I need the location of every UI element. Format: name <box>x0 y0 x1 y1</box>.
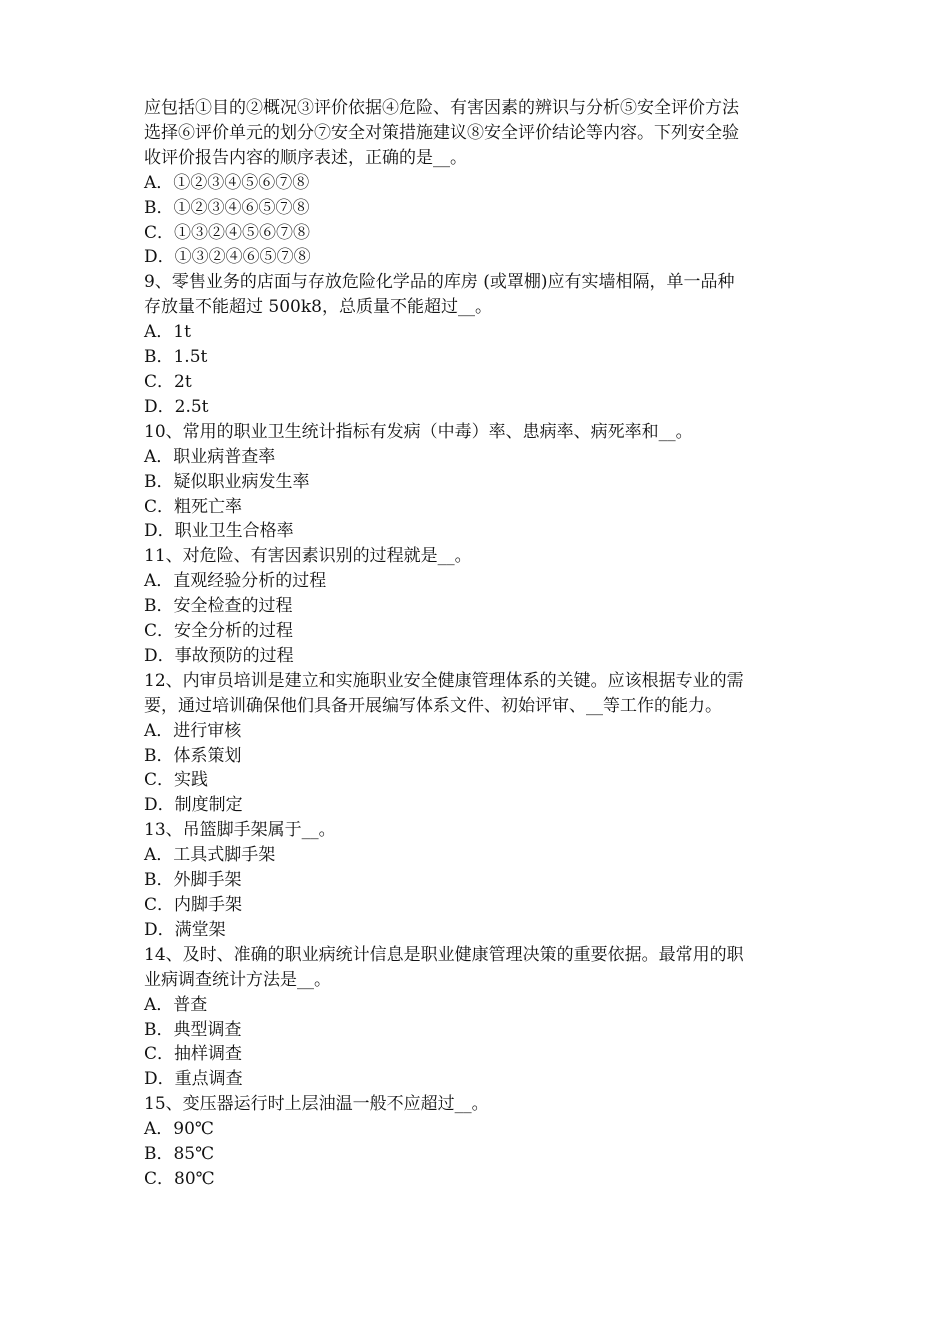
option-b: B．85℃ <box>144 1144 215 1165</box>
option-d: D．重点调查 <box>144 1069 243 1090</box>
question-text <box>144 96 808 171</box>
option-b: B．①②③④⑥⑤⑦⑧ <box>144 197 310 218</box>
option-d: D．事故预防的过程 <box>144 645 294 666</box>
question-text <box>144 1092 808 1117</box>
question-11 <box>144 544 808 669</box>
text-line: 14、及时、准确的职业病统计信息是职业健康管理决策的重要依据。最常用的职 <box>144 944 744 965</box>
document-page <box>144 96 808 1192</box>
question-text <box>144 669 808 719</box>
text-line: 15、变压器运行时上层油温一般不应超过__。 <box>144 1094 489 1115</box>
option-c: C．内脚手架 <box>144 895 243 915</box>
text-line: 选择⑥评价单元的划分⑦安全对策措施建议⑧安全评价结论等内容。下列安全验 <box>144 122 739 143</box>
option-a: A．职业病普查率 <box>144 446 276 467</box>
option-c: C．80℃ <box>144 1168 215 1189</box>
question-text <box>144 943 808 993</box>
option-list <box>144 320 808 420</box>
text-line: 10、常用的职业卫生统计指标有发病（中毒）率、患病率、病死率和__。 <box>144 421 693 442</box>
option-list <box>144 569 808 669</box>
option-list <box>144 719 808 819</box>
question-15 <box>144 1092 808 1192</box>
option-c: C．2t <box>144 371 192 392</box>
option-c: C．抽样调查 <box>144 1044 243 1065</box>
option-list <box>144 993 808 1093</box>
option-b: B．典型调查 <box>144 1019 242 1040</box>
option-a: A．工具式脚手架 <box>144 845 276 866</box>
text-line: 存放量不能超过 500k8，总质量不能超过__。 <box>144 297 492 318</box>
question-13 <box>144 818 808 943</box>
text-line: 业病调查统计方法是__。 <box>144 969 331 990</box>
option-d: D．满堂架 <box>144 919 226 940</box>
question-10 <box>144 420 808 545</box>
option-d: D．①③②④⑥⑤⑦⑧ <box>144 247 311 268</box>
option-a: A．90℃ <box>144 1119 214 1140</box>
text-line: 应包括①目的②概况③评价依据④危险、有害因素的辨识与分析⑤安全评价方法 <box>144 98 739 118</box>
option-c: C．①③②④⑤⑥⑦⑧ <box>144 222 311 243</box>
option-d: D．职业卫生合格率 <box>144 521 294 542</box>
question-9 <box>144 270 808 419</box>
option-list <box>144 171 808 271</box>
text-line: 收评价报告内容的顺序表述，正确的是__。 <box>144 147 467 168</box>
question-text <box>144 818 808 843</box>
question-14 <box>144 943 808 1092</box>
option-b: B．外脚手架 <box>144 870 242 891</box>
option-a: A．①②③④⑤⑥⑦⑧ <box>144 172 310 193</box>
question-12 <box>144 669 808 818</box>
option-list <box>144 445 808 545</box>
option-a: A．普查 <box>144 994 208 1015</box>
option-a: A．直观经验分析的过程 <box>144 571 327 592</box>
text-line: 9、零售业务的店面与存放危险化学品的库房 (或罩棚)应有实墙相隔，单一品种 <box>144 272 735 293</box>
option-b: B．体系策划 <box>144 745 242 766</box>
option-c: C．实践 <box>144 770 209 791</box>
text-line: 要，通过培训确保他们具备开展编写体系文件、初始评审、__等工作的能力。 <box>144 695 722 716</box>
option-c: C．粗死亡率 <box>144 496 243 517</box>
text-line: 11、对危险、有害因素识别的过程就是__。 <box>144 546 472 567</box>
option-a: A．1t <box>144 322 191 343</box>
text-line: 12、内审员培训是建立和实施职业安全健康管理体系的关键。应该根据专业的需 <box>144 670 744 691</box>
question-text <box>144 420 808 445</box>
option-d: D．2.5t <box>144 396 209 417</box>
option-list <box>144 843 808 943</box>
question-text <box>144 544 808 569</box>
option-c: C．安全分析的过程 <box>144 621 294 642</box>
question-8-continuation <box>144 96 808 270</box>
option-b: B．安全检查的过程 <box>144 596 293 617</box>
option-d: D．制度制定 <box>144 795 243 816</box>
text-line: 13、吊篮脚手架属于__。 <box>144 820 336 841</box>
option-b: B．疑似职业病发生率 <box>144 471 310 492</box>
option-b: B．1.5t <box>144 347 208 368</box>
question-text <box>144 270 808 320</box>
option-list <box>144 1117 808 1192</box>
option-a: A．进行审核 <box>144 720 242 741</box>
